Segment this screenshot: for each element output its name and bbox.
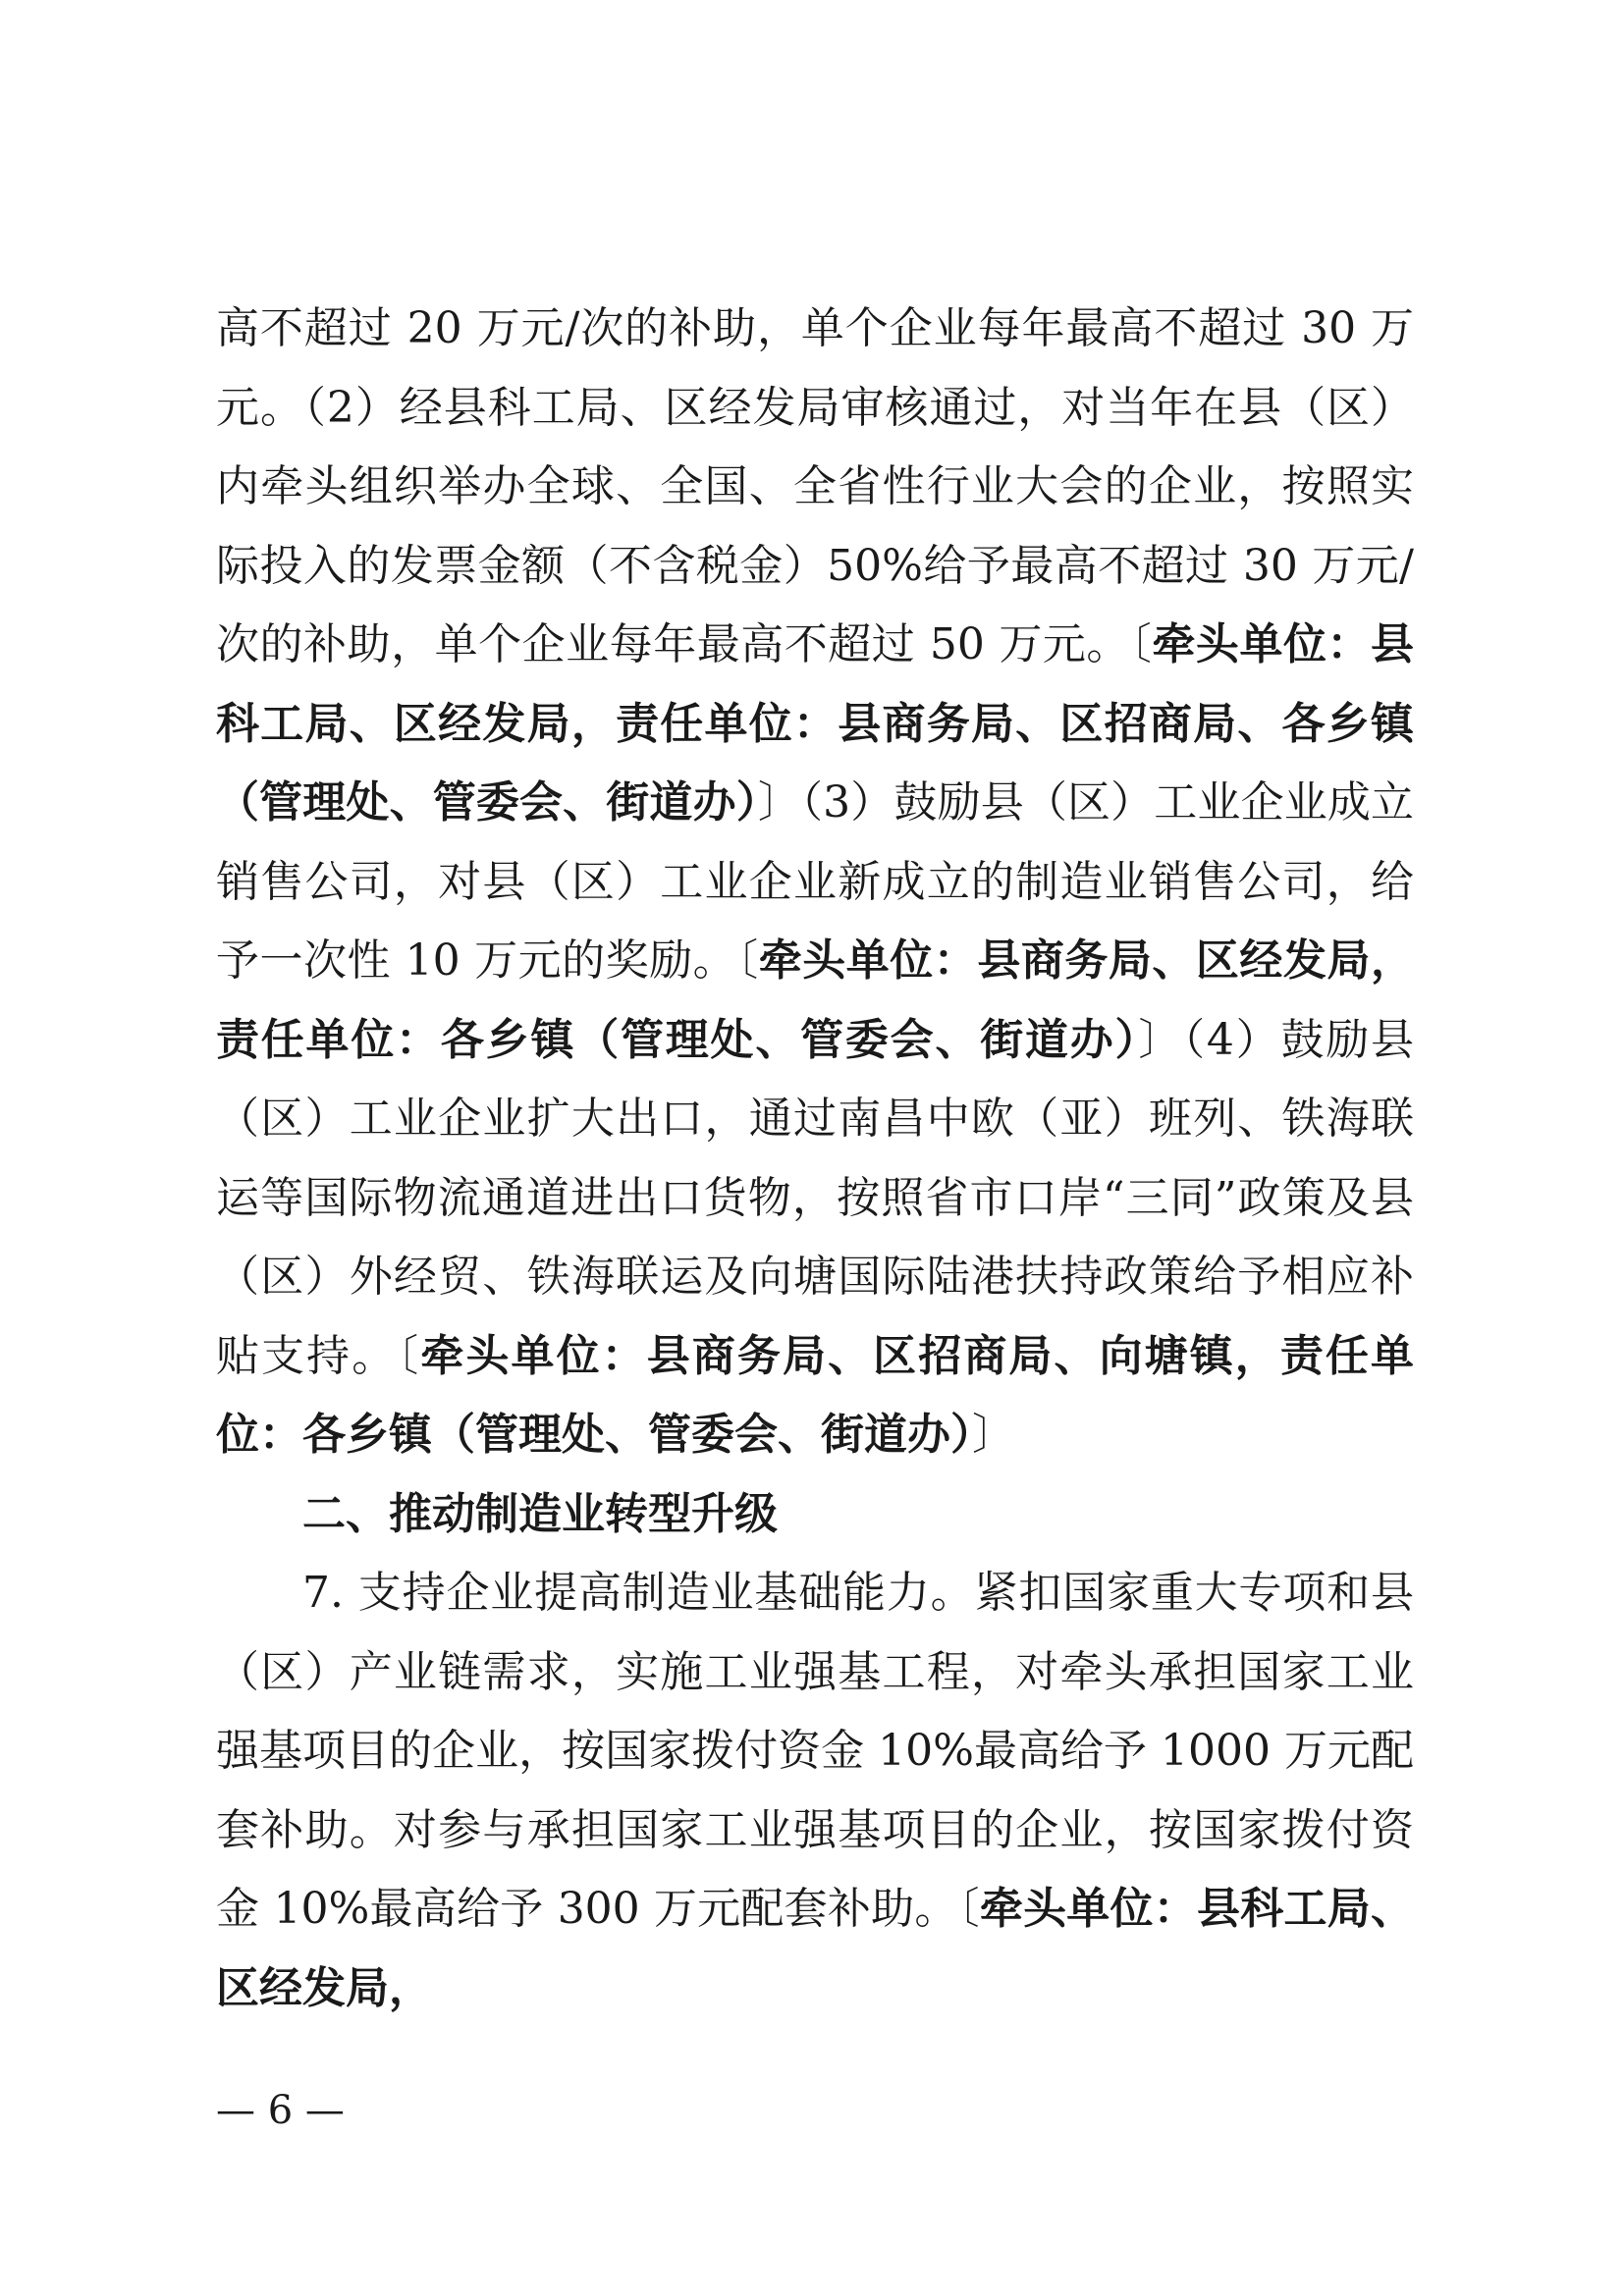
- responsible-units-bold: 牵头单位：县商务局、区经发局，责任单位：各乡镇（管理处、管委会、街道办）: [216, 935, 1414, 1065]
- responsible-units-bold: 牵头单位：县科工局、区经发局，责任单位：县商务局、区招商局、各乡镇（管理处、管委会、街道办）: [216, 619, 1415, 828]
- responsible-units-bold: 牵头单位：县商务局、区招商局、向塘镇，责任单位：各乡镇（管理处、管委会、街道办）: [216, 1330, 1415, 1460]
- body-paragraph: [216, 1554, 1414, 2028]
- page-number: — 6 —: [216, 2088, 345, 2133]
- paragraph-text: 〕: [972, 1410, 1015, 1460]
- paragraph-text: 〕（3）鼓励县（区）工业企业成立销售公司，对县（区）工业企业新成立的制造业销售公司，给予一次性 10 万元的奖励。〔: [216, 777, 1414, 986]
- paragraph-text: 7. 支持企业提高制造业基础能力。紧扣国家重大专项和县（区）产业链需求，实施工业强基工程，对牵头承担国家工业强基项目的企业，按国家拨付资金 10%最高给予 1000 万元配套补助。对参与承担国家工业强基项目的企业，按国家拨付资金 10%最高给予 300 万元配套补助。〔: [216, 1568, 1414, 1934]
- section-heading: 二、推动制造业转型升级: [302, 1488, 778, 1539]
- document-body: [216, 290, 1414, 2028]
- paragraph-text: 〕（4）鼓励县（区）工业企业扩大出口，通过南昌中欧（亚）班列、铁海联运等国际物流通道进出口货物，按照省市口岸“三同”政策及县（区）外经贸、铁海联运及向塘国际陆港扶持政策给予相应补贴支持。〔: [216, 1014, 1415, 1381]
- body-paragraph: [216, 290, 1414, 1475]
- paragraph-text: 高不超过 20 万元/次的补助，单个企业每年最高不超过 30 万元。（2）经县科工局、区经发局审核通过，对当年在县（区）内牵头组织举办全球、全国、全省性行业大会的企业，按照实际投入的发票金额（不含税金）50%给予最高不超过 30 万元/次的补助，单个企业每年最高不超过 50 万元。〔: [216, 303, 1414, 669]
- responsible-units-bold: 牵头单位：县科工局、区经发局，: [216, 1884, 1414, 2013]
